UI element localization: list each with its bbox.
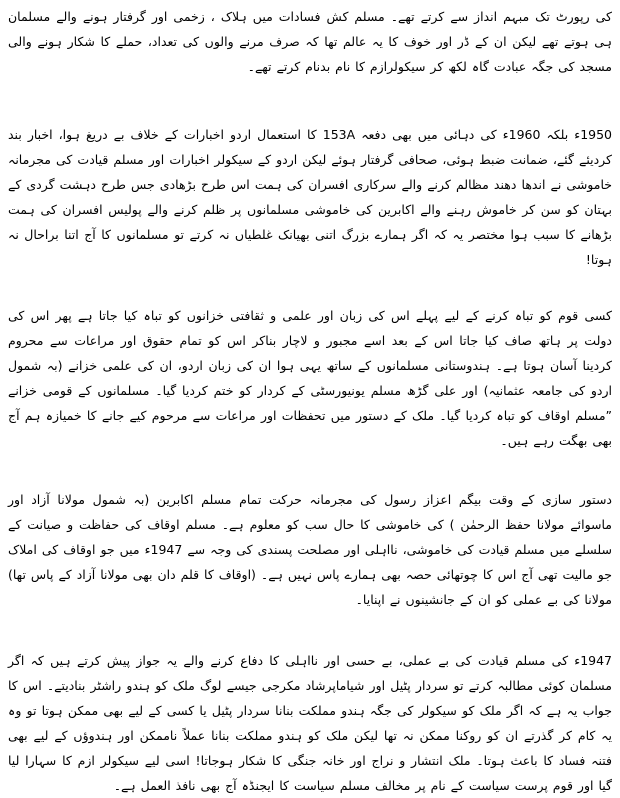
paragraph-section-153a: 1950ء بلکہ 1960ء کی دہائی میں بھی دفعہ 153A کا استعمال اردو اخبارات کے خلاف بے دریغ ہوا، اخبار بند کردیئے گئے، ضمانت ضبط ہوئی، صحافی گرفتار ہوئے لیکن اردو کے سیکولر اخبارات اور مسلم قیادت کی مجرمانہ خاموشی نے اندھا دھند مظالم کرنے والے سرکاری افسران کی ہمت اس طرح بڑھادی جس طرح دہشت گردی کے بہتان کو سن کر خاموش رہنے والے اکابرین کی خاموشی مسلمانوں پر ظلم کرنے والے پولیس افسران کی ہمت بڑھانے کا سبب ہوا مختصر یہ کہ اگر ہمارے بزرگ اتنی بھیانک غلطیاں نہ کرتے تو مسلمانوں کا آج اتنا براحال نہ ہوتا!: [8, 127, 612, 267]
paragraph-report: کی رپورٹ تک مبہم انداز سے کرتے تھے۔ مسلم کش فسادات میں ہلاک ، زخمی اور گرفتار ہونے والے مسلمان ہی ہوتے تھے لیکن ان کے ڈر اور خوف کا یہ عالم تھا کہ صرف مرنے والوں کی تعداد، حملے کا شکار ہونے والی مسجد کی جگہ عبادت گاہ لکھ کر سیکولرازم کا نام بدنام کرتے تھے۔: [8, 9, 612, 74]
paragraph-nation-destruction: کسی قوم کو تباہ کرنے کے لیے پہلے اس کی زبان اور علمی و ثقافتی خزانوں کو تباہ کیا جاتا ہے پھر اس کی دولت پر ہاتھ صاف کیا جاتا اس کے بعد اسے مجبور و لاچار بناکر اس کو تمام حقوق اور مراعات سے محروم کردینا آسان ہوتا ہے۔ ہندوستانی مسلمانوں کے ساتھ یہی ہوا ان کی زبان اردو، ان کی علمی خزانے (بہ شمول اردو کی جامعہ عثمانیہ) اور علی گڑھ مسلم یونیورسٹی کے کردار کو ختم کردیا گیا۔ مسلمانوں کے قومی خزانے ”مسلم اوقاف کو تباہ کردیا گیا۔ ملک کے دستور میں تحفظات اور مراعات سے مرحوم کیے جانے کا خمیازہ ہم آج بھی بھگت رہے ہیں۔: [8, 308, 612, 448]
paragraph-leadership-1947: 1947ء کی مسلم قیادت کی بے عملی، بے حسی اور نااہلی کا دفاع کرنے والے یہ جواز پیش کرتے ہیں کہ اگر مسلمان کوئی مطالبہ کرتے تو سردار پٹیل اور شیاماپرشاد مکرجی جیسے لوگ ملک کو ہندو راشٹر بنادیتے۔ اس کا جواب یہ ہے کہ اگر ملک کو سیکولر کی جگہ ہندو مملکت بنانا سردار پٹیل یا کسی کے لیے بھی ممکن ہوتا تو وہ یہ کام کر گذرتے ان کو روکنا ممکن نہ تھا لیکن ملک کو ہندو مملکت بنانا عملاً ناممکن اور ہندوؤں کے لیے بھی فتنہ فساد کا باعث ہوتا۔ ملک انتشار و نراج اور خانہ جنگی کا شکار ہوجاتا! اسی لیے سیکولر ازم کا سہارا لیا گیا اور قوم پرست سیاست کے نام پر مخالف مسلم سیاست کا ایجنڈہ آج بھی نافذ العمل ہے۔: [8, 653, 612, 793]
paragraph-constitution-awqaf: دستور سازی کے وقت بیگم اعزاز رسول کی مجرمانہ حرکت تمام مسلم اکابرین (بہ شمول مولانا آزاد اور ماسوائے مولانا حفظ الرحمٰن ) کی خاموشی کا حال سب کو معلوم ہے۔ مسلم اوقاف کی حفاظت و صیانت کے سلسلے میں مسلم قیادت کی خاموشی، نااہلی اور مصلحت پسندی کی وجہ سے 1947ء میں جو اوقاف کی املاک جو مالیت تھی آج اس کا چوتھائی حصہ بھی ہمارے پاس نہیں ہے۔ (اوقاف کا قلم دان بھی مولانا آزاد کے پاس تھا) مولانا کی بے عملی کو ان کے جانشینوں نے اپنایا۔: [8, 492, 612, 607]
